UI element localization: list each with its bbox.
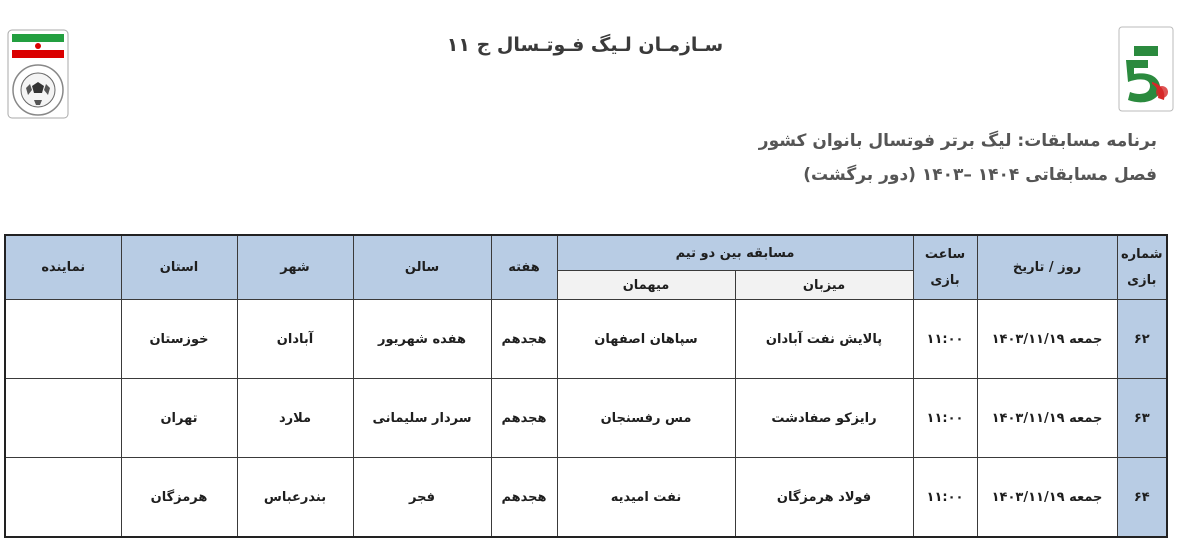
header-time: ساعت بازی <box>913 235 977 300</box>
guest-team: سپاهان اصفهان <box>557 300 735 379</box>
city: آبادان <box>237 300 353 379</box>
game-date: جمعه ۱۴۰۳/۱۱/۱۹ <box>977 458 1117 538</box>
hall: سردار سلیمانی <box>353 379 491 458</box>
host-team: فولاد هرمزگان <box>735 458 913 538</box>
header-match: مسابقه بین دو تیم <box>557 235 913 271</box>
guest-team: نفت امیدیه <box>557 458 735 538</box>
week: هجدهم <box>491 300 557 379</box>
header-date: روز / تاریخ <box>977 235 1117 300</box>
province: خوزستان <box>121 300 237 379</box>
schedule-table <box>4 234 1168 538</box>
hall: هفده شهریور <box>353 300 491 379</box>
week: هجدهم <box>491 379 557 458</box>
header-week: هفته <box>491 235 557 300</box>
province: تهران <box>121 379 237 458</box>
futsal-badge <box>1134 46 1158 56</box>
header-game-number: شماره بازی <box>1117 235 1167 300</box>
header-hall: سالن <box>353 235 491 300</box>
header-province: استان <box>121 235 237 300</box>
game-number: ۶۴ <box>1117 458 1167 538</box>
hall: فجر <box>353 458 491 538</box>
game-number: ۶۳ <box>1117 379 1167 458</box>
header-city: شهر <box>237 235 353 300</box>
game-date: جمعه ۱۴۰۳/۱۱/۱۹ <box>977 300 1117 379</box>
header-guest: میهمان <box>557 271 735 300</box>
game-date: جمعه ۱۴۰۳/۱۱/۱۹ <box>977 379 1117 458</box>
table-row <box>5 379 1167 458</box>
organization-title: سـازمـان لـیگ فـوتـسال ج ۱۱ <box>446 34 724 56</box>
federation-emblem <box>6 28 70 120</box>
representative <box>5 379 121 458</box>
season-title: فصل مسابقاتی ۱۴۰۴ –۱۴۰۳ (دور برگشت) <box>803 165 1157 185</box>
flag-green-stripe <box>12 34 64 42</box>
province: هرمزگان <box>121 458 237 538</box>
week: هجدهم <box>491 458 557 538</box>
game-time: ۱۱:۰۰ <box>913 458 977 538</box>
game-time: ۱۱:۰۰ <box>913 300 977 379</box>
table-header-row <box>5 235 1167 271</box>
flag-red-stripe <box>12 50 64 58</box>
host-team: پالایش نفت آبادان <box>735 300 913 379</box>
table-row <box>5 458 1167 538</box>
city: بندرعباس <box>237 458 353 538</box>
table-row <box>5 300 1167 379</box>
header-representative: نماینده <box>5 235 121 300</box>
program-title: برنامه مسابقات: لیگ برتر فوتسال بانوان کشور <box>758 131 1157 151</box>
guest-team: مس رفسنجان <box>557 379 735 458</box>
game-number: ۶۲ <box>1117 300 1167 379</box>
representative <box>5 300 121 379</box>
header-host: میزبان <box>735 271 913 300</box>
game-time: ۱۱:۰۰ <box>913 379 977 458</box>
futsal-league-logo <box>1118 26 1174 112</box>
representative <box>5 458 121 538</box>
host-team: رایزکو صفادشت <box>735 379 913 458</box>
city: ملارد <box>237 379 353 458</box>
